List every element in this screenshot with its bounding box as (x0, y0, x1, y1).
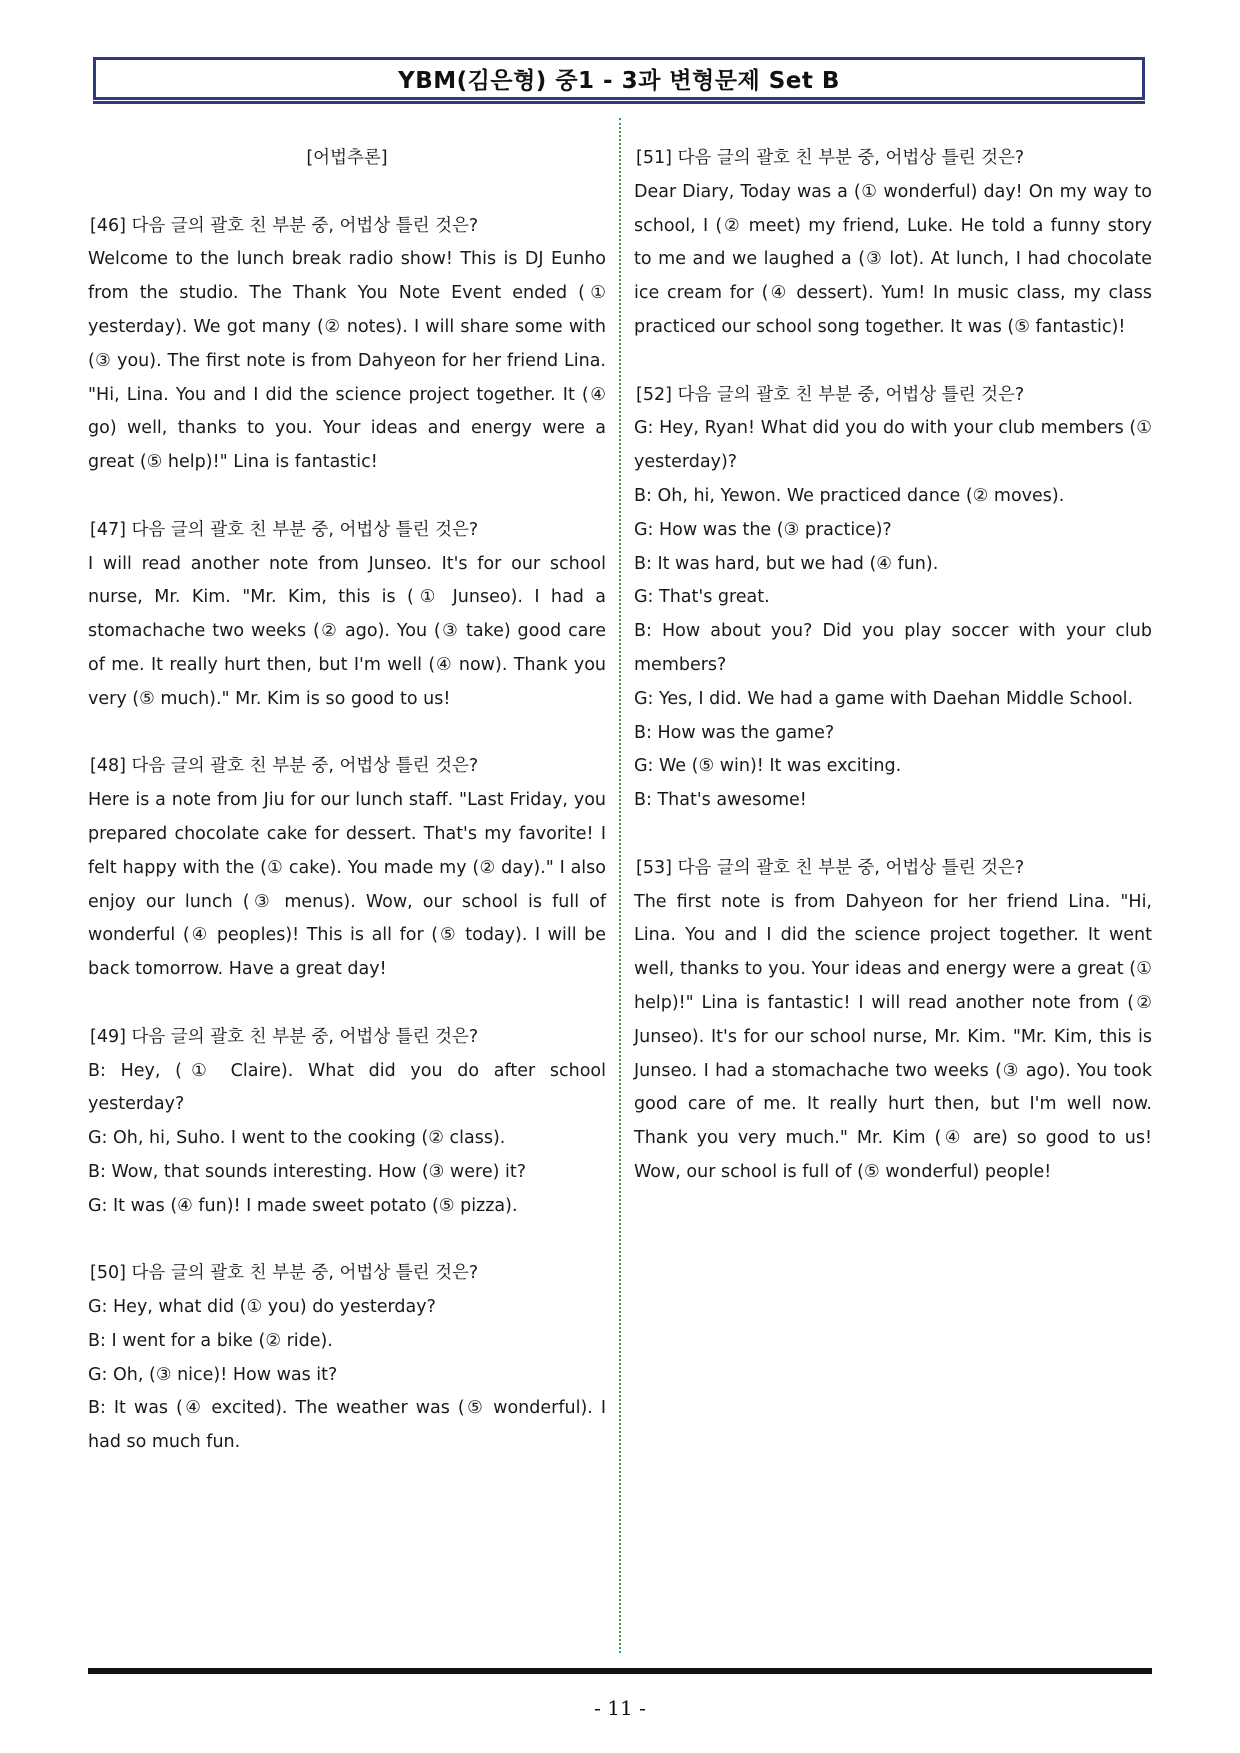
page-title: YBM(김은형) 중1 - 3과 변형문제 Set B (398, 68, 840, 94)
dialogue-line: G: That's great. (634, 587, 770, 608)
left-column (88, 142, 606, 1460)
dialogue-line: B: How was the game? (634, 722, 835, 743)
dialogue-line: G: Oh, (③ nice)! How was it? (88, 1364, 338, 1385)
dialogue-line: G: Yes, I did. We had a game with Daehan Middle School. (634, 688, 1134, 709)
page-header (93, 57, 1145, 100)
dialogue-line: B: I went for a bike (② ride). (88, 1330, 333, 1351)
question-body: Welcome to the lunch break radio show! This is DJ Eunho from the studio. The Thank You Note Event ended (① yesterday). We got many (② notes). I will share some with (③ you). The first note is from Dahyeon for her friend Lina. "Hi, Lina. You and I did the science project together. It (④ go) well, thanks to you. Your ideas and energy were a great (⑤ help)!" Lina is fantastic! (88, 249, 606, 473)
question-head: [46] 다음 글의 괄호 친 부분 중, 어법상 틀린 것은? (90, 215, 479, 236)
question-body: Here is a note from Jiu for our lunch staff. "Last Friday, you prepared chocolate cake for dessert. That's my favorite! I felt happy with the (① cake). You made my (② day)." I also enjoy our lunch (③ menus). Wow, our school is full of wonderful (④ peoples)! This is all for (⑤ today). I will be back tomorrow. Have a great day! (88, 790, 606, 980)
footer-rule (88, 1668, 1152, 1674)
question-head: [49] 다음 글의 괄호 친 부분 중, 어법상 틀린 것은? (90, 1026, 479, 1047)
question-body: I will read another note from Junseo. It's for our school nurse, Mr. Kim. "Mr. Kim, this is (① Junseo). I had a stomachache two weeks (② ago). You (③ take) good care of me. It really hurt then, but I'm well (④ now). Thank you very (⑤ much)." Mr. Kim is so good to us! (88, 553, 606, 709)
question-53 (634, 852, 1152, 1190)
dialogue-line: B: How about you? Did you play soccer with your club members? (634, 621, 1152, 675)
dialogue-line: G: We (⑤ win)! It was exciting. (634, 756, 902, 777)
question-head: [48] 다음 글의 괄호 친 부분 중, 어법상 틀린 것은? (90, 756, 479, 777)
dialogue-line: G: Hey, Ryan! What did you do with your club members (① yesterday)? (634, 418, 1152, 473)
question-46 (88, 210, 606, 480)
question-49 (88, 1021, 606, 1224)
right-column (634, 142, 1152, 1190)
dialogue-line: G: Oh, hi, Suho. I went to the cooking (② class). (88, 1128, 506, 1149)
question-52 (634, 379, 1152, 818)
question-head: [50] 다음 글의 괄호 친 부분 중, 어법상 틀린 것은? (90, 1263, 479, 1284)
dialogue-line: B: Oh, hi, Yewon. We practiced dance (② moves). (634, 485, 1065, 506)
question-51 (634, 142, 1152, 345)
question-body: Dear Diary, Today was a (① wonderful) day! On my way to school, I (② meet) my friend, Luke. He told a funny story to me and we laughed a (③ lot). At lunch, I had chocolate ice cream for (④ dessert). Yum! In music class, my class practiced our school song together. It was (⑤ fantastic)! (634, 181, 1152, 337)
question-head: [51] 다음 글의 괄호 친 부분 중, 어법상 틀린 것은? (636, 148, 1025, 168)
dialogue-line: B: Hey, (① Claire). What did you do after school yesterday? (88, 1060, 606, 1115)
dialogue-line: G: Hey, what did (① you) do yesterday? (88, 1297, 436, 1318)
question-47 (88, 514, 606, 717)
question-48 (88, 750, 606, 987)
column-divider (619, 118, 621, 1653)
question-head: [47] 다음 글의 괄호 친 부분 중, 어법상 틀린 것은? (90, 519, 479, 540)
dialogue-line: G: How was the (③ practice)? (634, 519, 892, 540)
dialogue-line: B: It was (④ excited). The weather was (⑤ wonderful). I had so much fun. (88, 1398, 606, 1453)
dialogue-line: B: Wow, that sounds interesting. How (③ were) it? (88, 1161, 526, 1182)
dialogue-line: B: It was hard, but we had (④ fun). (634, 553, 939, 574)
question-body: The first note is from Dahyeon for her friend Lina. "Hi, Lina. You and I did the science project together. It went well, thanks to you. Your ideas and energy were a great (① help)!" Lina is fantastic! I will read another note from (② Junseo). It's for our school nurse, Mr. Kim. "Mr. Kim, this is Junseo. I had a stomachache two weeks (③ ago). You took good care of me. It really hurt then, but I'm well now. Thank you very much." Mr. Kim (④ are) so good to us! Wow, our school is full of (⑤ wonderful) people! (634, 891, 1152, 1182)
dialogue-line: G: It was (④ fun)! I made sweet potato (⑤ pizza). (88, 1195, 518, 1216)
question-head: [53] 다음 글의 괄호 친 부분 중, 어법상 틀린 것은? (636, 857, 1025, 878)
question-head: [52] 다음 글의 괄호 친 부분 중, 어법상 틀린 것은? (636, 384, 1025, 405)
section-label: [어법추론] (306, 148, 388, 168)
dialogue-line: B: That's awesome! (634, 790, 807, 811)
question-50 (88, 1257, 606, 1460)
page-number: - 11 - (594, 1696, 646, 1720)
